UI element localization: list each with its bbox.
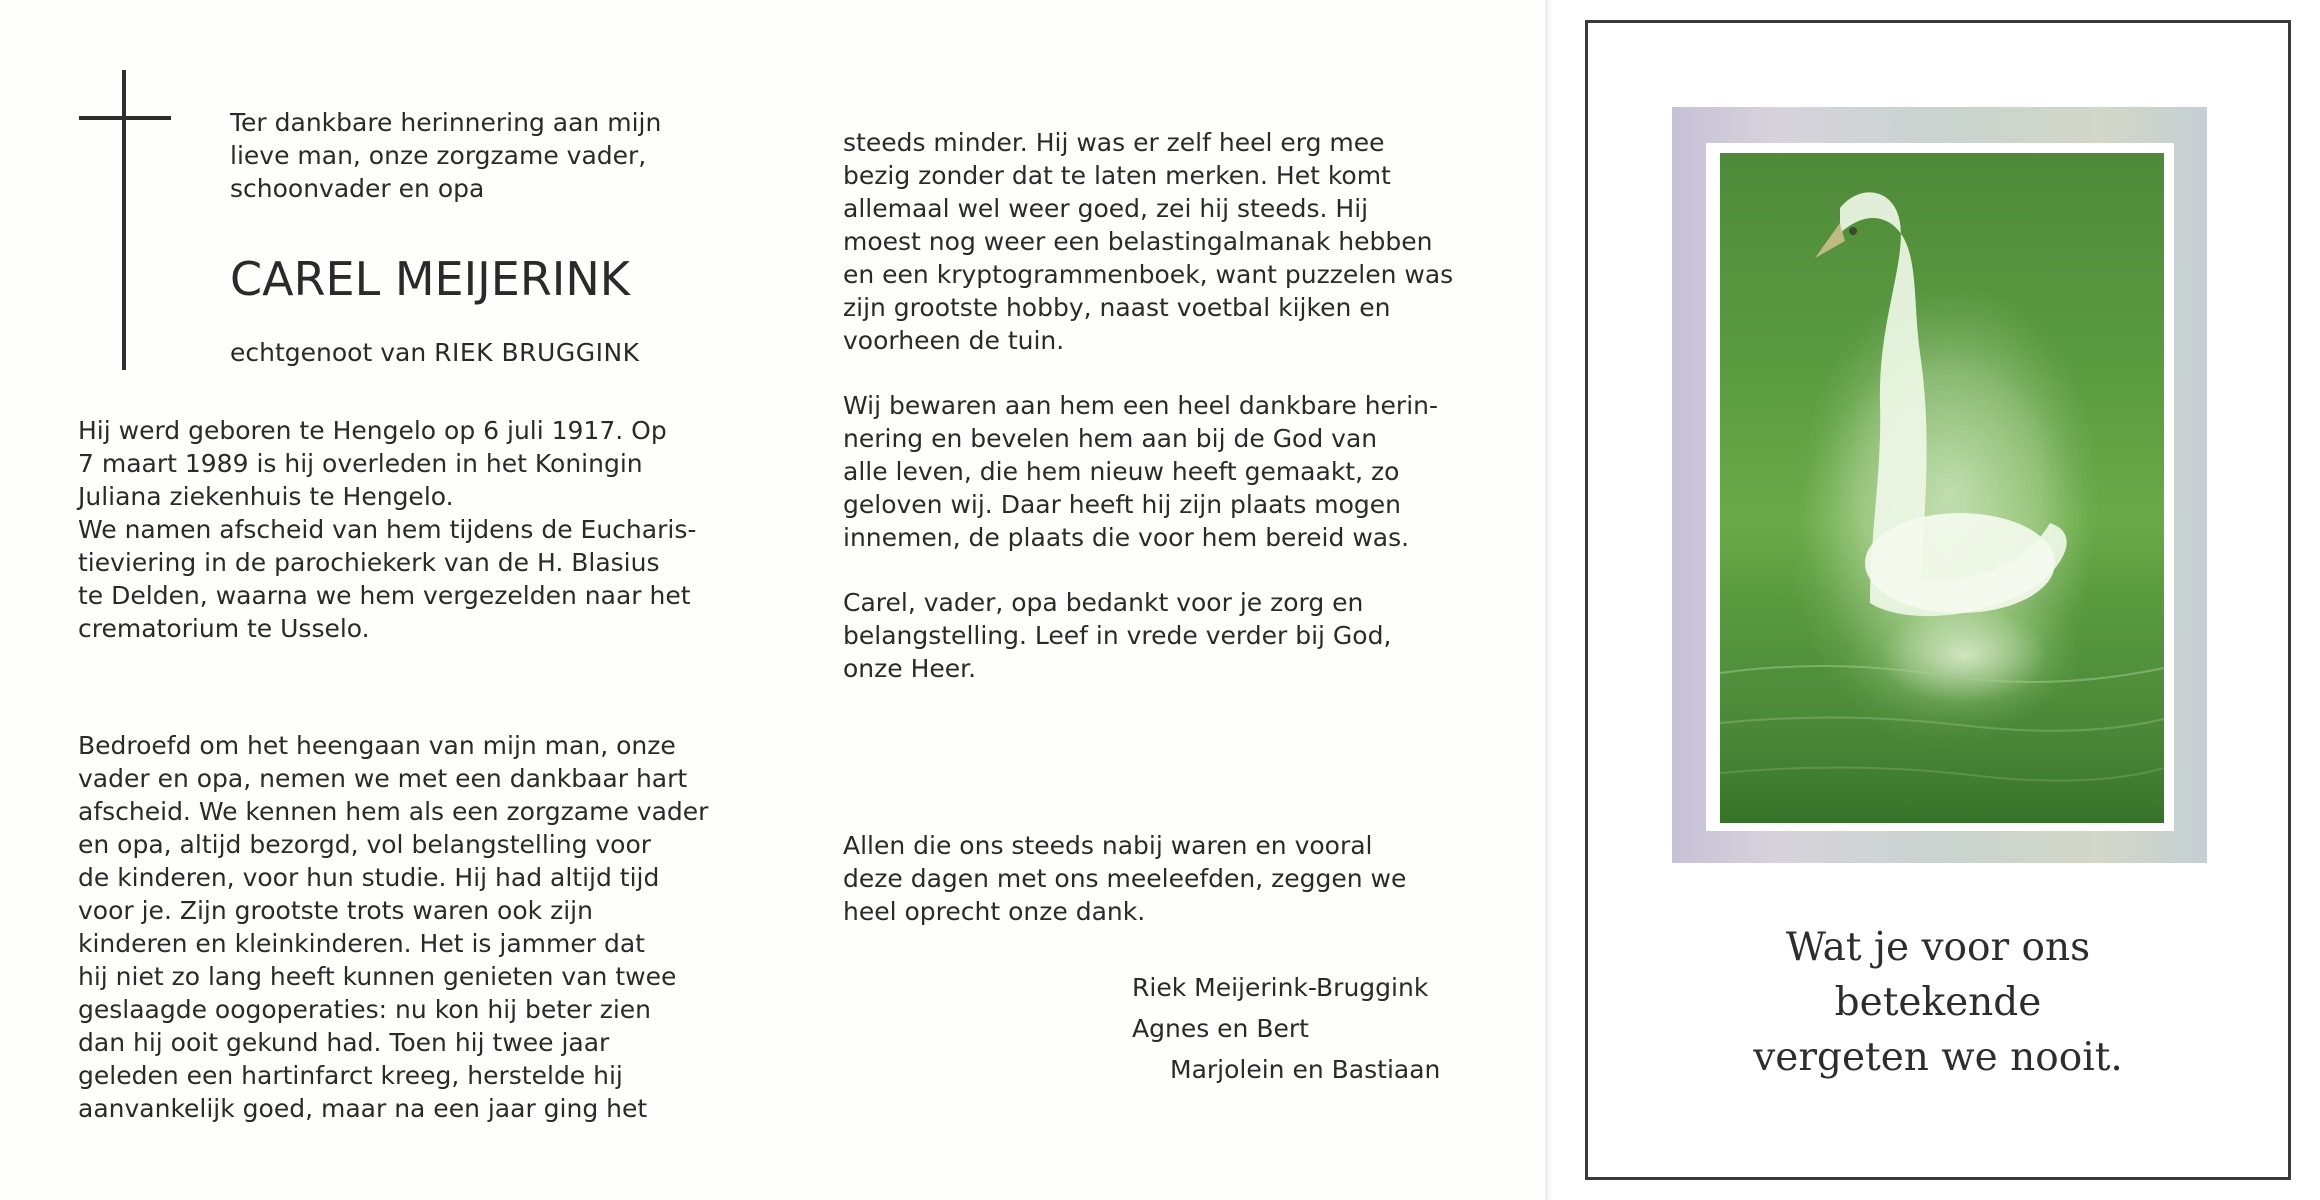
remembrance-continued-paragraph: steeds minder. Hij was er zelf heel erg mee bezig zonder dat te laten merken. Het komt allemaal wel weer goed, zei hij steeds. Hij moest nog weer een belastingalmanak hebben en een kryptogrammenboek, want puzzelen was zijn grootste hobby, naast voetbal kijken en voorheen de tuin. xyxy=(843,128,1454,355)
signature-line: Agnes en Bert xyxy=(1132,1014,1309,1043)
dedication-line: schoonvader en opa xyxy=(230,174,485,203)
farewell-paragraph: Carel, vader, opa bedankt voor je zorg en belangstelling. Leef in vrede verder bij God, onze Heer. xyxy=(843,588,1392,683)
thanks-paragraph: Allen die ons steeds nabij waren en vooral deze dagen met ons meeleefden, zeggen we heel oprecht onze dank. xyxy=(843,831,1407,926)
family-signatures xyxy=(1132,967,1440,1090)
biography-paragraph: Hij werd geboren te Hengelo op 6 juli 1917. Op 7 maart 1989 is hij overleden in het Koningin Juliana ziekenhuis te Hengelo. We namen afscheid van hem tijdens de Eucharis- tieviering in de parochiekerk van de H. Blasius te Delden, waarna we hem vergezelden naar het crematorium te Usselo. xyxy=(78,416,697,643)
cross-icon xyxy=(122,70,126,370)
signature-line: Marjolein en Bastiaan xyxy=(1170,1055,1441,1084)
swan-photo xyxy=(1720,153,2164,823)
swan-illustration xyxy=(1720,153,2164,823)
caption-line: betekende xyxy=(1834,980,2042,1025)
caption-line: Wat je voor ons xyxy=(1785,925,2091,970)
spouse-line xyxy=(230,338,640,367)
dedication-line: Ter dankbare herinnering aan mijn xyxy=(230,108,662,137)
caption-line: vergeten we nooit. xyxy=(1753,1035,2123,1080)
dedication-text xyxy=(230,106,661,205)
cross-icon-bar xyxy=(79,116,171,120)
spouse-name: RIEK BRUGGINK xyxy=(434,338,640,367)
signature-line: Riek Meijerink-Bruggink xyxy=(1132,973,1429,1002)
remembrance-paragraph: Bedroefd om het heengaan van mijn man, onze vader en opa, nemen we met een dankbaar hart afscheid. We kennen hem als een zorgzame vader en opa, altijd bezorgd, vol belangstelling voor de kinderen, voor hun studie. Hij had altijd tijd voor je. Zijn grootste trots waren ook zijn kinderen en kleinkinderen. Het is jammer dat hij niet zo lang heeft kunnen genieten van twee geslaagde oogoperaties: nu kon hij beter zien dan hij ooit gekund had. Toen hij twee jaar geleden een hartinfarct kreeg, herstelde hij aanvankelijk goed, maar na een jaar ging het xyxy=(78,731,709,1123)
spouse-prefix: echtgenoot van xyxy=(230,338,435,367)
deceased-name: CAREL MEIJERINK xyxy=(230,252,630,306)
memorial-caption xyxy=(1585,920,2291,1085)
prayer-paragraph: Wij bewaren aan hem een heel dankbare herin- nering en bevelen hem aan bij de God van alle leven, die hem nieuw heeft gemaakt, zo geloven wij. Daar heeft hij zijn plaats mogen innemen, de plaats die voor hem bereid was. xyxy=(843,391,1439,552)
dedication-line: lieve man, onze zorgzame vader, xyxy=(230,141,647,170)
